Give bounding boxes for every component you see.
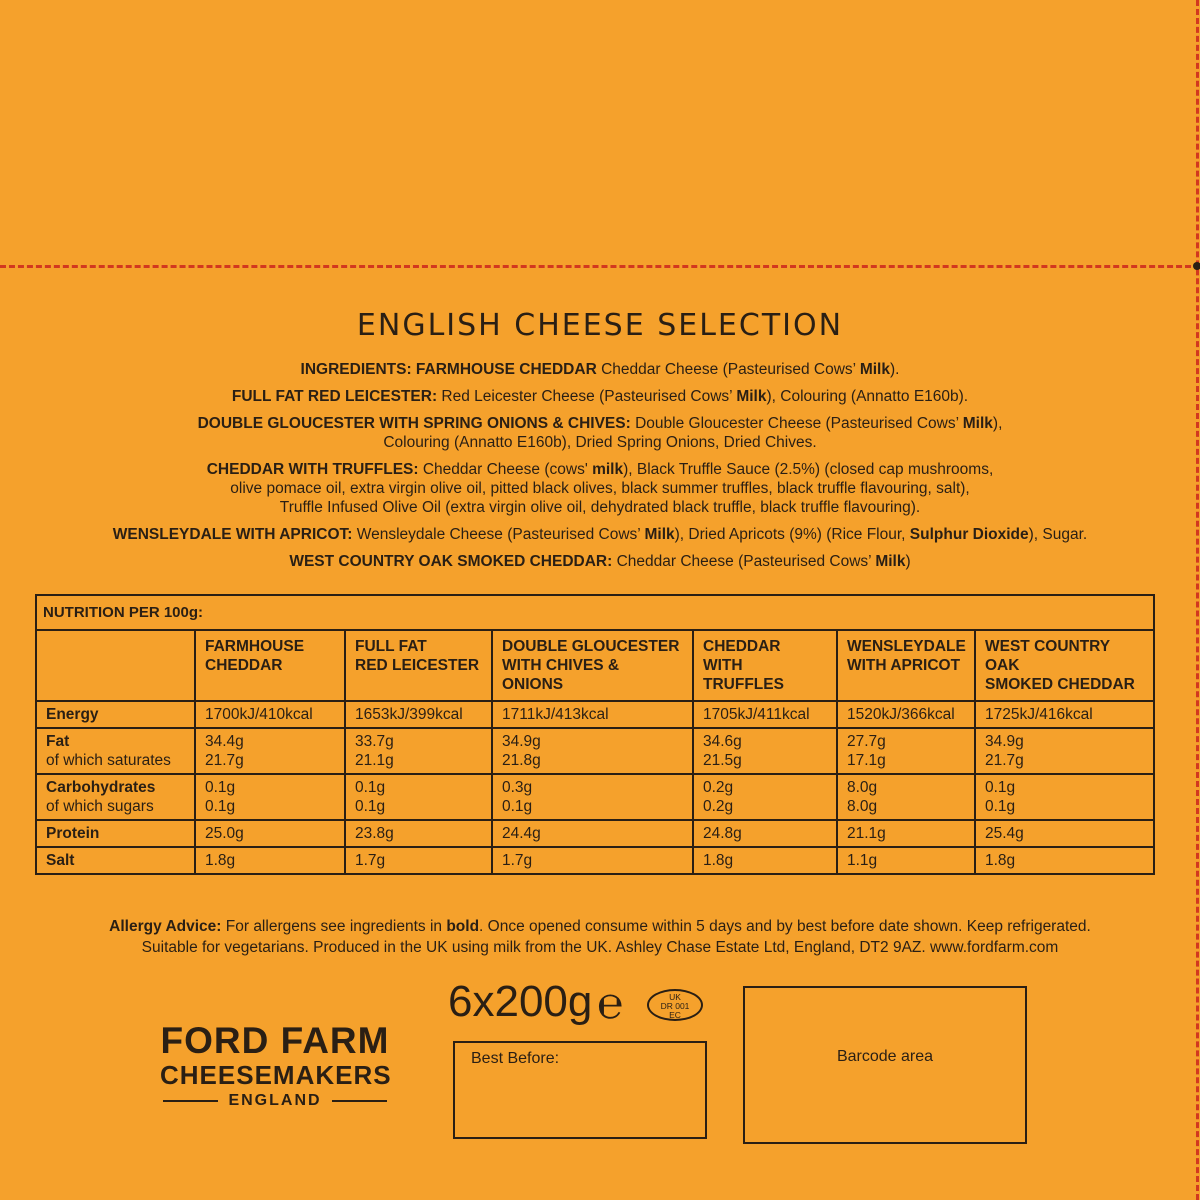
allergy-advice: Allergy Advice: For allergens see ingredients in bold. Once opened consume within 5 days and by best before date shown. Keep refrigerated. Suitable for vegetarians. Produced in the UK using milk from the UK. Ashley Chase Estate Ltd, England, DT2 9AZ. www.fordfarm.com <box>109 918 1091 956</box>
table-header-row <box>37 631 1153 701</box>
table-cell: 33.7g 21.1g <box>345 728 492 774</box>
cut-line-horizontal <box>0 265 1200 268</box>
row-label-salt: Salt <box>37 847 195 873</box>
table-cell: 34.9g 21.7g <box>975 728 1153 774</box>
table-cell: 25.0g <box>195 820 345 847</box>
cut-line-vertical <box>1196 0 1199 1200</box>
brand-logo <box>160 1022 390 1110</box>
table-cell: 0.1g 0.1g <box>195 774 345 820</box>
table-cell: 0.3g 0.1g <box>492 774 693 820</box>
ingredients-block <box>60 360 1140 579</box>
net-weight: 6x200g <box>448 977 593 1026</box>
table-row <box>37 847 1153 873</box>
table-cell: 1.7g <box>492 847 693 873</box>
estimated-mark-icon: ℮ <box>597 978 624 1029</box>
ingredient-oak-smoked: WEST COUNTRY OAK SMOKED CHEDDAR: Cheddar Cheese (Pasteurised Cows’ Milk) <box>289 553 911 570</box>
table-cell: 25.4g <box>975 820 1153 847</box>
row-label-fat: Fat of which saturates <box>37 728 195 774</box>
table-cell: 34.4g 21.7g <box>195 728 345 774</box>
table-cell: 0.1g 0.1g <box>345 774 492 820</box>
logo-rule-left <box>163 1100 218 1102</box>
nutrition-panel <box>35 594 1155 875</box>
table-cell: 1520kJ/366kcal <box>837 701 975 728</box>
column-header: WENSLEYDALE WITH APRICOT <box>837 631 975 701</box>
logo-line-england: ENGLAND <box>160 1092 390 1110</box>
table-cell: 0.2g 0.2g <box>693 774 837 820</box>
column-header: DOUBLE GLOUCESTER WITH CHIVES & ONIONS <box>492 631 693 701</box>
logo-line-ford-farm: FORD FARM <box>160 1020 390 1061</box>
health-mark-oval: UK DR 001 EC <box>647 989 703 1021</box>
table-row <box>37 820 1153 847</box>
table-cell: 21.1g <box>837 820 975 847</box>
ingredient-double-gloucester: DOUBLE GLOUCESTER WITH SPRING ONIONS & CHIVES: Double Gloucester Cheese (Pasteurised Cows’ Milk), Colouring (Annatto E160b), Dried Spring Onions, Dried Chives. <box>197 415 1003 451</box>
column-header: FULL FAT RED LEICESTER <box>345 631 492 701</box>
product-title: ENGLISH CHEESE SELECTION <box>356 308 844 343</box>
table-cell: 1700kJ/410kcal <box>195 701 345 728</box>
table-cell: 1725kJ/416kcal <box>975 701 1153 728</box>
table-cell: 1.8g <box>693 847 837 873</box>
column-header: WEST COUNTRY OAK SMOKED CHEDDAR <box>975 631 1153 701</box>
best-before-label: Best Before: <box>471 1050 560 1067</box>
barcode-label: Barcode area <box>836 1048 934 1065</box>
ingredient-wensleydale: WENSLEYDALE WITH APRICOT: Wensleydale Cheese (Pasteurised Cows’ Milk), Dried Apricots (9%) (Rice Flour, Sulphur Dioxide), Sugar. <box>112 526 1088 543</box>
ingredient-truffle-cheddar: CHEDDAR WITH TRUFFLES: Cheddar Cheese (cows' milk), Black Truffle Sauce (2.5%) (closed cap mushrooms, olive pomace oil, extra virgin olive oil, pitted black olives, black summer truffles, black truffle flavouring, salt), Truffle Infused Olive Oil (extra virgin olive oil, dehydrated black truffle, black truffle flavouring). <box>206 461 994 516</box>
header-empty <box>37 631 195 701</box>
row-label-protein: Protein <box>37 820 195 847</box>
table-cell: 24.8g <box>693 820 837 847</box>
table-cell: 1.8g <box>975 847 1153 873</box>
table-cell: 8.0g 8.0g <box>837 774 975 820</box>
corner-dot <box>1193 262 1200 270</box>
row-label-energy: Energy <box>37 701 195 728</box>
table-cell: 1653kJ/399kcal <box>345 701 492 728</box>
table-cell: 1711kJ/413kcal <box>492 701 693 728</box>
best-before-box <box>453 1041 707 1139</box>
table-cell: 1705kJ/411kcal <box>693 701 837 728</box>
table-cell: 24.4g <box>492 820 693 847</box>
table-row <box>37 701 1153 728</box>
logo-rule-right <box>332 1100 387 1102</box>
table-cell: 1.7g <box>345 847 492 873</box>
table-cell: 23.8g <box>345 820 492 847</box>
nutrition-heading: NUTRITION PER 100g: <box>37 596 1153 631</box>
table-row <box>37 728 1153 774</box>
ingredient-red-leicester: FULL FAT RED LEICESTER: Red Leicester Cheese (Pasteurised Cows’ Milk), Colouring (Annatto E160b). <box>231 388 969 405</box>
column-header: CHEDDAR WITH TRUFFLES <box>693 631 837 701</box>
barcode-area <box>743 986 1027 1144</box>
table-cell: 1.1g <box>837 847 975 873</box>
table-cell: 34.9g 21.8g <box>492 728 693 774</box>
ingredient-farmhouse: INGREDIENTS: FARMHOUSE CHEDDAR Cheddar Cheese (Pasteurised Cows’ Milk). <box>300 361 900 378</box>
logo-line-cheesemakers: CHEESEMAKERS <box>160 1060 392 1090</box>
table-cell: 1.8g <box>195 847 345 873</box>
table-cell: 27.7g 17.1g <box>837 728 975 774</box>
table-cell: 34.6g 21.5g <box>693 728 837 774</box>
nutrition-table <box>37 631 1153 873</box>
table-cell: 0.1g 0.1g <box>975 774 1153 820</box>
row-label-carbohydrates: Carbohydrates of which sugars <box>37 774 195 820</box>
table-row <box>37 774 1153 820</box>
column-header: FARMHOUSE CHEDDAR <box>195 631 345 701</box>
